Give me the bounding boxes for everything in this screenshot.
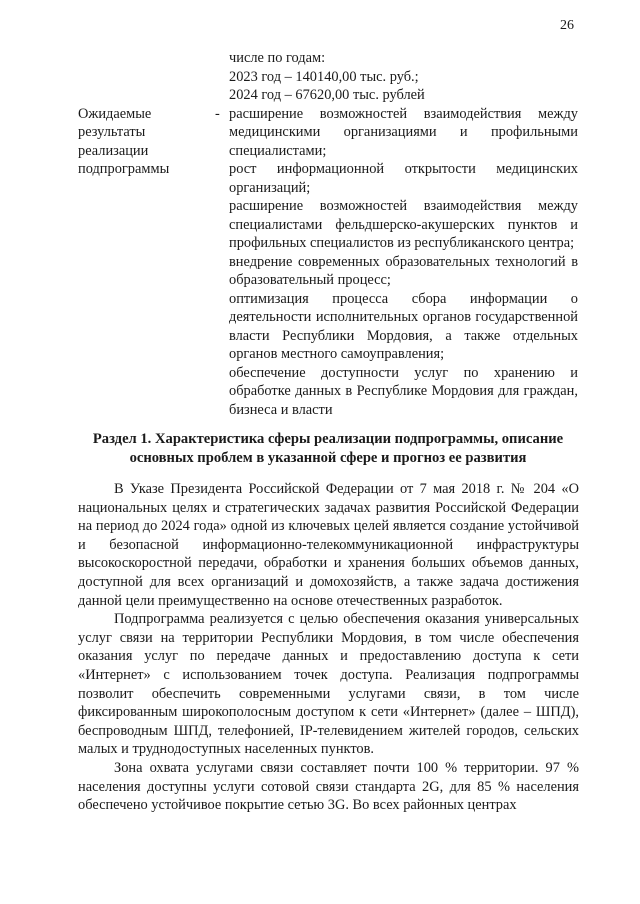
- financing-line: 2024 год – 67620,00 тыс. рублей: [229, 87, 425, 103]
- passport-row-financing: [78, 49, 578, 105]
- body-paragraph: Подпрограмма реализуется с целью обеспечения оказания универсальных услуг связи на территории Республики Мордовия, в том числе обеспечения оказания услуг по передаче данных и предоставлению доступа к сети «Интернет» с использованием точек доступа. Реализация подпрограммы позволит обеспечить современными услугами связи, в том числе фиксированным широкополосным доступом к сети «Интернет» (далее – ШПД), беспроводным ШПД, телефонией, IP-телевидением жителей городов, сельских малых и труднодоступных населенных пунктов.: [78, 611, 579, 758]
- financing-continuation: [229, 49, 578, 105]
- financing-line: 2023 год – 140140,00 тыс. руб.;: [229, 68, 419, 85]
- expected-result-item: расширение возможностей взаимодействия между медицинскими организациями и профильными специалистами;: [229, 105, 578, 159]
- section-body: [78, 480, 579, 815]
- financing-line: числе по годам:: [229, 50, 326, 66]
- expected-results-list: [229, 105, 578, 420]
- passport-row-expected-results: [78, 105, 578, 420]
- page-number: 26: [560, 18, 574, 33]
- section-title: Раздел 1. Характеристика сферы реализации подпрограммы, описание основных проблем в указанной сфере и прогноз ее развития: [92, 431, 564, 466]
- expected-result-item: внедрение современных образовательных технологий в образовательный процесс;: [229, 253, 578, 288]
- row-dash: -: [215, 105, 220, 122]
- passport-table: [78, 49, 578, 419]
- expected-result-item: обеспечение доступности услуг по хранению и обработке данных в Республике Мордовия для граждан, бизнеса и власти: [229, 364, 578, 418]
- body-paragraph: Зона охвата услугами связи составляет почти 100 % территории. 97 % населения доступны услуги сотовой связи стандарта 2G, для 85 % населения обеспечено устойчивое покрытие сетью 3G. Во всех районных центрах: [78, 759, 579, 814]
- expected-result-item: расширение возможностей взаимодействия между специалистами фельдшерско-акушерских пунктов и профильных специалистов из республиканского центра;: [229, 198, 578, 251]
- expected-result-item: оптимизация процесса сбора информации о деятельности исполнительных органов государственной власти Республики Мордовия, а также отдельных органов местного самоуправления;: [229, 290, 578, 362]
- expected-results-label: Ожидаемые результаты реализации подпрограммы: [78, 105, 170, 177]
- body-paragraph: В Указе Президента Российской Федерации от 7 мая 2018 г. № 204 «О национальных целях и стратегических задачах развития Российской Федерации на период до 2024 года» одной из ключевых целей является создание устойчивой и безопасной информационно-телекоммуникационной инфраструктуры высокоскоростной передачи, обработки и хранения больших объемов данных, доступной для всех организаций и домохозяйств, а также задача достижения данной цели преимущественно на основе отечественных разработок.: [78, 481, 579, 609]
- expected-result-item: рост информационной открытости медицинских организаций;: [229, 161, 578, 196]
